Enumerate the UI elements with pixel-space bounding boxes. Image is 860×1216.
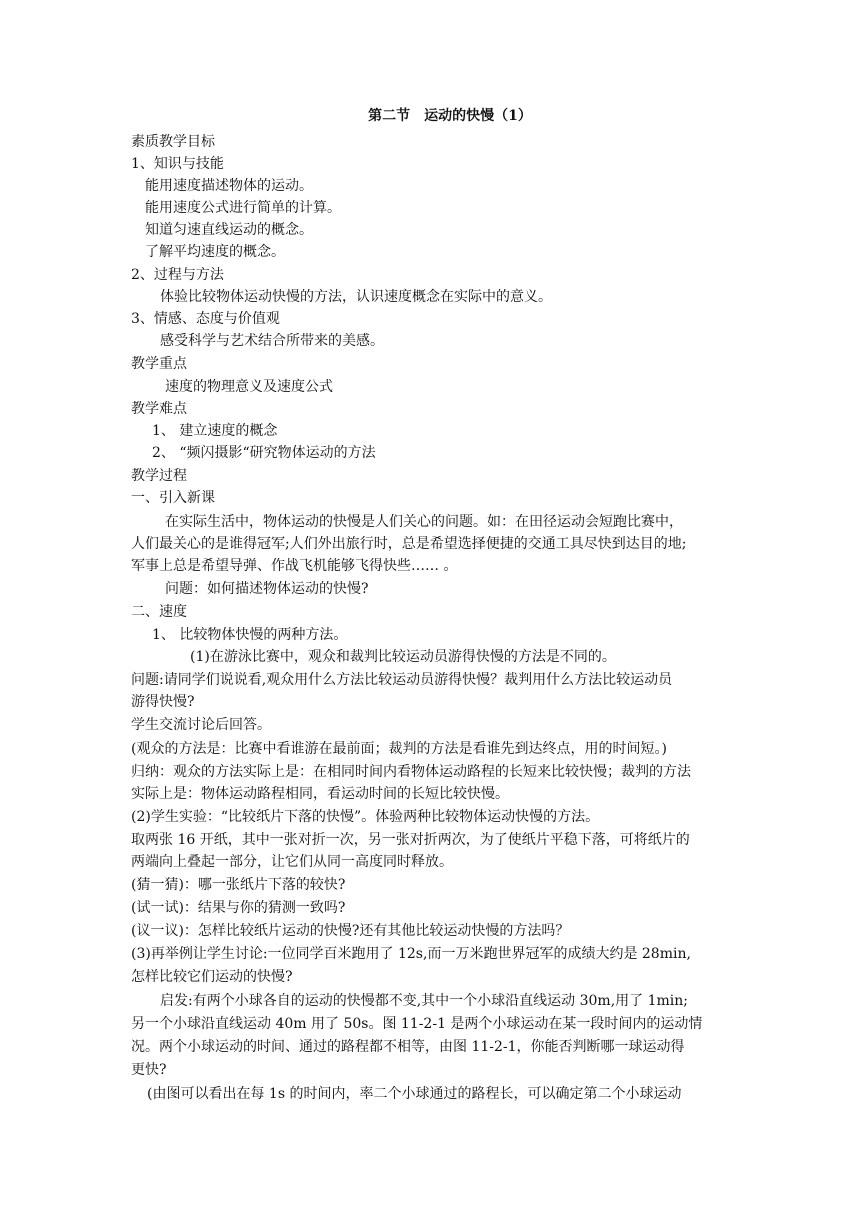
paragraph-line: 人们最关心的是谁得冠军;人们外出旅行时，总是希望选择便捷的交通工具尽快到达目的地;	[131, 536, 687, 552]
paragraph-line: (2)学生实验：“比较纸片下落的快慢”。体验两种比较物体运动快慢的方法。	[131, 809, 600, 825]
subheading-attitude: 3、情感、态度与价值观	[131, 311, 280, 327]
paragraph-line: 归纳：观众的方法实际上是：在相同时间内看物体运动路程的长短来比较快慢；裁判的方法	[131, 764, 691, 780]
paragraph-line: (观众的方法是：比赛中看谁游在最前面；裁判的方法是看谁先到达终点，用的时间短。)	[131, 741, 667, 757]
key-point-item: 速度的物理意义及速度公式	[165, 379, 333, 395]
section-speed: 二、速度	[131, 604, 187, 620]
paragraph-line: (猜一猜)：哪一张纸片下落的较快?	[131, 877, 346, 893]
goal-item: 了解平均速度的概念。	[145, 244, 285, 260]
paragraph-line: 游得快慢?	[131, 694, 195, 710]
goal-item: 能用速度描述物体的运动。	[145, 178, 313, 194]
paragraph-line: 怎样比较它们运动的快慢?	[131, 969, 293, 985]
paragraph-line: 另一个小球沿直线运动 40m 用了 50s。图 11-2-1 是两个小球运动在某一段时间内的运动情	[131, 1016, 703, 1032]
paragraph-line: (1)在游泳比赛中，观众和裁判比较运动员游得快慢的方法是不同的。	[190, 649, 616, 665]
subsection-line: 1、 比较物体快慢的两种方法。	[152, 627, 348, 643]
question-line: 问题：如何描述物体运动的快慢?	[165, 581, 369, 597]
heading-difficulties: 教学难点	[131, 401, 187, 417]
paragraph-line: 在实际生活中，物体运动的快慢是人们关心的问题。如：在田径运动会短跑比赛中，	[165, 514, 683, 530]
goal-item: 能用速度公式进行简单的计算。	[145, 200, 341, 216]
paragraph-line: 军事上总是希望导弹、作战飞机能够飞得快些…… 。	[131, 558, 458, 574]
paragraph-line: 更快?	[131, 1062, 167, 1078]
subheading-process: 2、过程与方法	[131, 267, 224, 283]
paragraph-line: (3)再举例让学生讨论:一位同学百米跑用了 12s,而一万米跑世界冠军的成绩大约是 28min,	[131, 946, 691, 962]
paragraph-line: 取两张 16 开纸，其中一张对折一次，另一张对折两次，为了使纸片平稳下落，可将纸片的	[131, 832, 690, 848]
difficulty-item: 2、 “频闪摄影“研究物体运动的方法	[152, 445, 376, 461]
section-title: 第二节 运动的快慢（1）	[368, 108, 532, 124]
paragraph-line: (试一试)：结果与你的猜测一致吗?	[131, 900, 346, 916]
paragraph-line: 问题:请同学们说说看,观众用什么方法比较运动员游得快慢？裁判用什么方法比较运动员	[131, 672, 673, 688]
attitude-item: 感受科学与艺术结合所带来的美感。	[160, 333, 384, 349]
section-intro: 一、引入新课	[131, 490, 215, 506]
process-item: 体验比较物体运动快慢的方法，认识速度概念在实际中的意义。	[160, 289, 552, 305]
paragraph-line: 学生交流讨论后回答。	[131, 717, 271, 733]
paragraph-line: 实际上是：物体运动路程相同，看运动时间的长短比较快慢。	[131, 786, 509, 802]
paragraph-line: 启发:有两个小球各自的运动的快慢都不变,其中一个小球沿直线运动 30m,用了 1min;	[160, 993, 688, 1009]
goal-item: 知道匀速直线运动的概念。	[145, 222, 313, 238]
heading-teaching-goals: 素质教学目标	[131, 134, 215, 150]
heading-process: 教学过程	[131, 468, 187, 484]
paragraph-line: (议一议)：怎样比较纸片运动的快慢?还有其他比较运动快慢的方法吗？	[131, 923, 570, 939]
difficulty-item: 1、 建立速度的概念	[152, 423, 278, 439]
paragraph-line: 两端向上叠起一部分，让它们从同一高度同时释放。	[131, 854, 453, 870]
subheading-knowledge: 1、知识与技能	[131, 156, 224, 172]
heading-key-points: 教学重点	[131, 356, 187, 372]
paragraph-line: (由图可以看出在每 1s 的时间内，率二个小球通过的路程长，可以确定第二个小球运动	[147, 1086, 682, 1102]
paragraph-line: 况。两个小球运动的时间、通过的路程都不相等，由图 11-2-1，你能否判断哪一球运动得	[131, 1039, 685, 1055]
